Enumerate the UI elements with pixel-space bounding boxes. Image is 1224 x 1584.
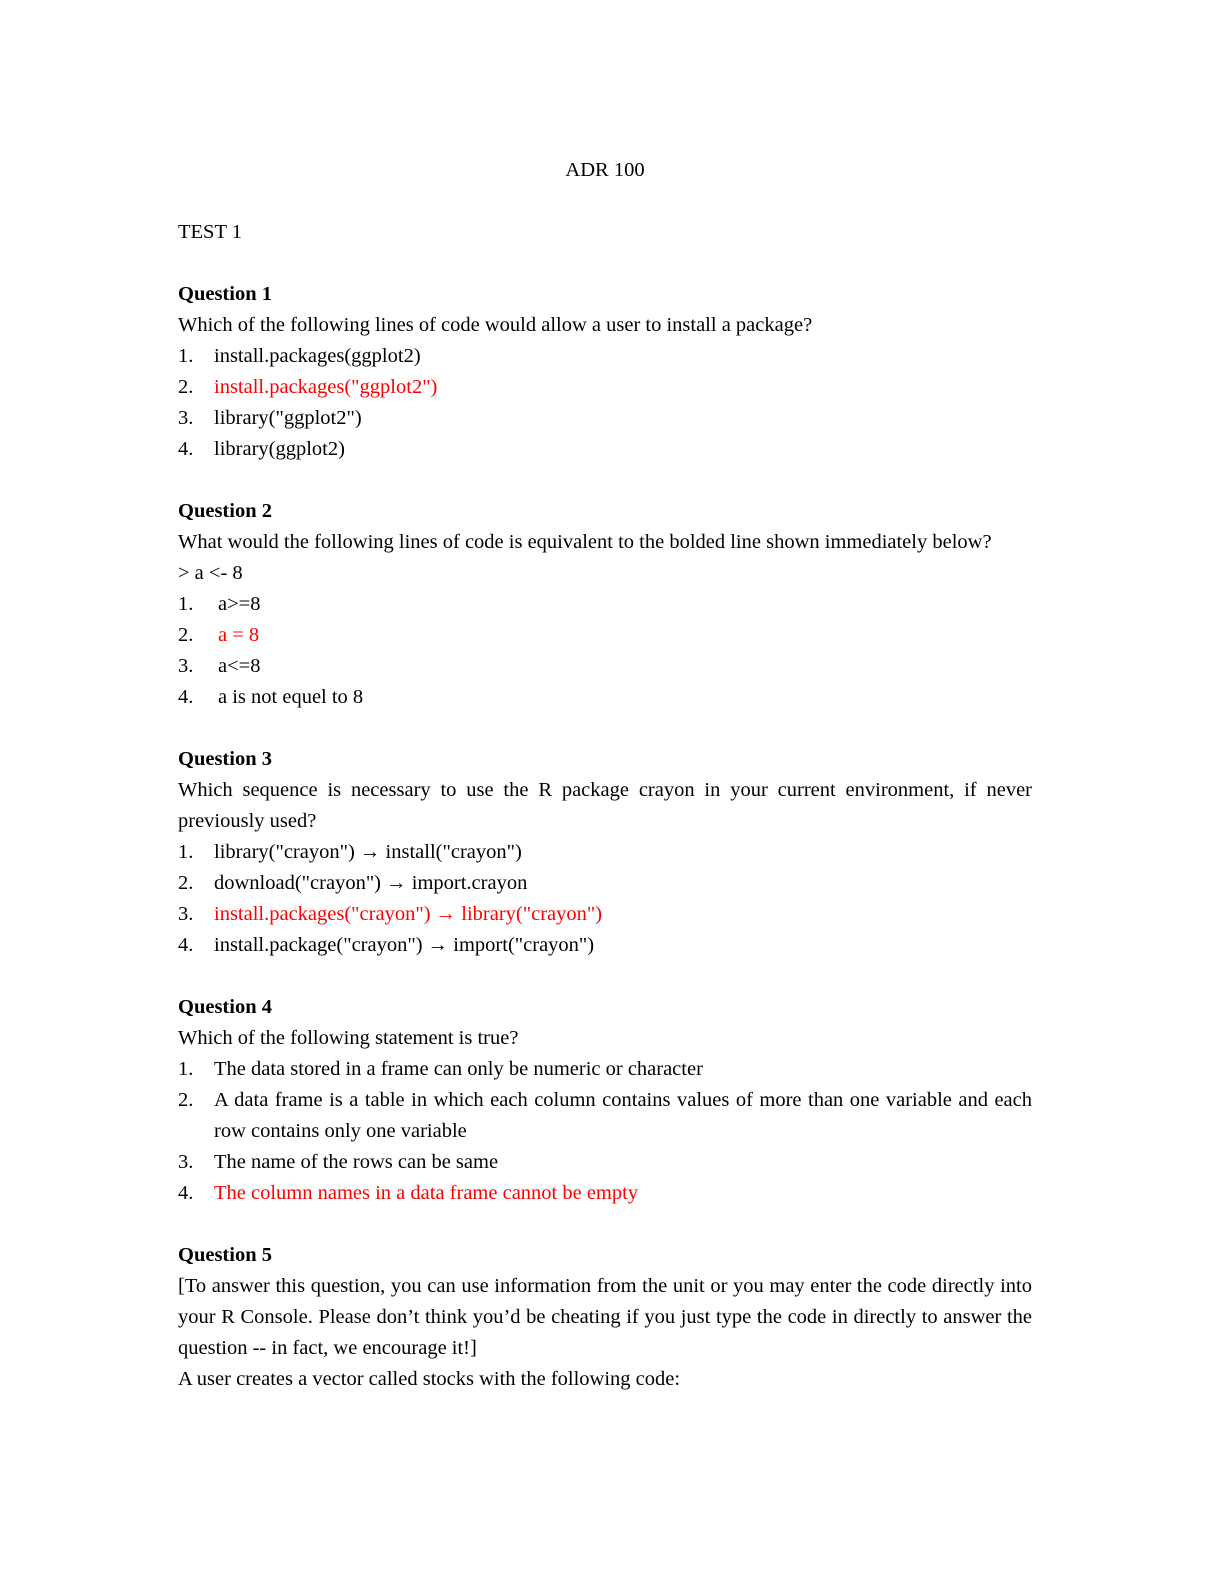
question-prompt: Which of the following statement is true?	[178, 1027, 519, 1049]
code-line: > a <- 8	[178, 562, 243, 584]
option-number: 3.	[178, 407, 194, 429]
question-title: Question 3	[178, 748, 272, 770]
question-prompt: Which of the following lines of code would allow a user to install a package?	[178, 314, 813, 336]
option-number: 1.	[178, 345, 194, 367]
option-item	[178, 589, 1032, 620]
option-number: 2.	[178, 624, 194, 646]
question-prompt-continued: A user creates a vector called stocks with the following code:	[178, 1368, 681, 1390]
option-item	[178, 682, 1032, 713]
question-title: Question 1	[178, 283, 272, 305]
option-text: a = 8	[218, 624, 260, 646]
option-item	[178, 1147, 1032, 1178]
question-prompt: [To answer this question, you can use information from the unit or you may enter the code directly into your R Console. Please don’t think you’d be cheating if you just type the code in directly to answer the question -- in fact, we encourage it!]	[178, 1275, 1032, 1359]
option-text: install.packages("crayon") → library("crayon")	[214, 903, 603, 925]
option-number: 1.	[178, 841, 194, 863]
question-title: Question 5	[178, 1244, 272, 1266]
option-number: 4.	[178, 438, 194, 460]
option-item	[178, 837, 1032, 868]
question-title: Question 4	[178, 996, 272, 1018]
option-number: 3.	[178, 1151, 194, 1173]
document-page	[178, 155, 1032, 1395]
question-5	[178, 1240, 1032, 1395]
question-prompt: Which sequence is necessary to use the R package crayon in your current environment, if never previously used?	[178, 779, 1032, 832]
option-item-correct	[178, 372, 1032, 403]
option-item-correct	[178, 620, 1032, 651]
option-item	[178, 1054, 1032, 1085]
option-number: 3.	[178, 655, 194, 677]
option-number: 1.	[178, 593, 194, 615]
option-text: download("crayon") → import.crayon	[214, 872, 528, 894]
question-2	[178, 496, 1032, 713]
option-text: a<=8	[218, 655, 261, 677]
test-title: TEST 1	[178, 221, 242, 243]
question-3	[178, 744, 1032, 961]
option-text: a>=8	[218, 593, 261, 615]
question-title: Question 2	[178, 500, 272, 522]
option-number: 4.	[178, 1182, 194, 1204]
question-1	[178, 279, 1032, 465]
option-number: 1.	[178, 1058, 194, 1080]
option-item-correct	[178, 899, 1032, 930]
option-item	[178, 651, 1032, 682]
option-item	[178, 341, 1032, 372]
option-number: 4.	[178, 686, 194, 708]
question-prompt: What would the following lines of code is equivalent to the bolded line shown immediately below?	[178, 531, 992, 553]
option-text: The data stored in a frame can only be numeric or character	[214, 1058, 703, 1080]
option-number: 2.	[178, 376, 194, 398]
course-title: ADR 100	[565, 159, 645, 181]
option-number: 4.	[178, 934, 194, 956]
option-text: A data frame is a table in which each column contains values of more than one variable and each row contains only one variable	[214, 1089, 1032, 1142]
option-number: 2.	[178, 1089, 194, 1111]
option-text: install.package("crayon") → import("crayon")	[214, 934, 595, 956]
option-item	[178, 1085, 1032, 1147]
option-number: 2.	[178, 872, 194, 894]
option-text: library("crayon") → install("crayon")	[214, 841, 522, 863]
option-text: a is not equel to 8	[218, 686, 364, 708]
option-text: install.packages("ggplot2")	[214, 376, 438, 398]
option-text: The column names in a data frame cannot be empty	[214, 1182, 639, 1204]
option-text: The name of the rows can be same	[214, 1151, 499, 1173]
option-text: library("ggplot2")	[214, 407, 362, 429]
option-item	[178, 403, 1032, 434]
option-text: install.packages(ggplot2)	[214, 345, 421, 367]
option-number: 3.	[178, 903, 194, 925]
option-item	[178, 434, 1032, 465]
option-item	[178, 868, 1032, 899]
option-text: library(ggplot2)	[214, 438, 345, 460]
question-4	[178, 992, 1032, 1209]
option-item-correct	[178, 1178, 1032, 1209]
option-item	[178, 930, 1032, 961]
